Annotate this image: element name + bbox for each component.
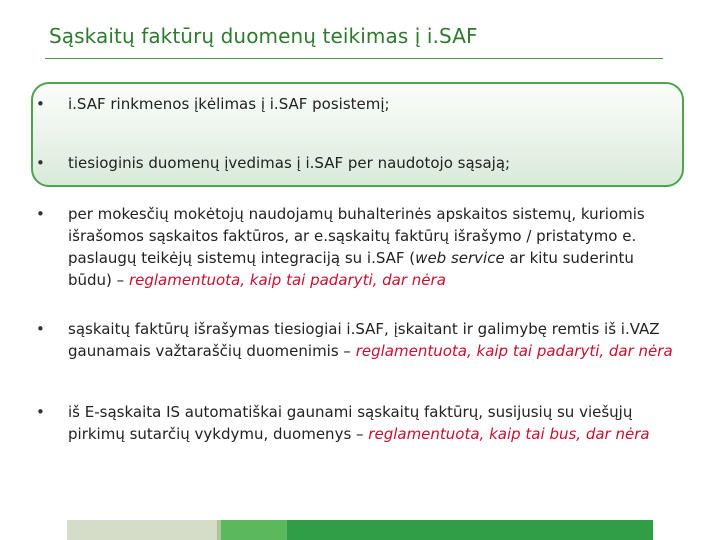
footer-band-1 — [67, 520, 217, 540]
bullet-text — [68, 401, 680, 445]
bullet-text — [68, 203, 680, 291]
bullet-marker: • — [36, 205, 45, 223]
bullet-marker: • — [36, 154, 45, 172]
bullet-text-part: sąskaitų faktūrų išrašymas tiesiogiai i.SAF, įskaitant ir galimybę remtis iš i.VAZ gaunamais važtaraščių duomenimis – — [68, 320, 660, 360]
bullet-text-part: ar kitu suderintu būdu) – — [68, 249, 634, 289]
bullet-marker: • — [36, 403, 45, 421]
bullet-text — [68, 318, 680, 362]
bullet-text: i.SAF rinkmenos įkėlimas į i.SAF posistemį; — [68, 95, 390, 113]
bullet-marker: • — [36, 95, 45, 113]
bullet-text-part: per mokesčių mokėtojų naudojamų buhalterinės apskaitos sistemų, kuriomis išrašomos sąskaitos faktūros, ar e.sąskaitų faktūrų išrašymo / pristatymo e. paslaugų teikėjų sistemų integraciją su i.SAF ( — [68, 205, 645, 267]
bullet-emphasis: reglamentuota, kaip tai bus, dar nėra — [368, 425, 650, 443]
bullet-emphasis: reglamentuota, kaip tai padaryti, dar nėra — [355, 342, 673, 360]
bullet-text: tiesioginis duomenų įvedimas į i.SAF per naudotojo sąsają; — [68, 154, 511, 172]
bullet-emphasis: reglamentuota, kaip tai padaryti, dar nėra — [128, 271, 446, 289]
footer-band-4 — [287, 520, 653, 540]
title-divider — [45, 58, 663, 59]
bullet-text-part: iš E-sąskaita IS automatiškai gaunami sąskaitų faktūrų, susijusių su viešųjų pirkimų sutarčių vykdymu, duomenys – — [68, 403, 633, 443]
bullet-marker: • — [36, 320, 45, 338]
slide-title: Sąskaitų faktūrų duomenų teikimas į i.SAF — [49, 24, 478, 48]
bullet-italic-term: web service — [415, 249, 505, 267]
footer-band-3 — [221, 520, 287, 540]
